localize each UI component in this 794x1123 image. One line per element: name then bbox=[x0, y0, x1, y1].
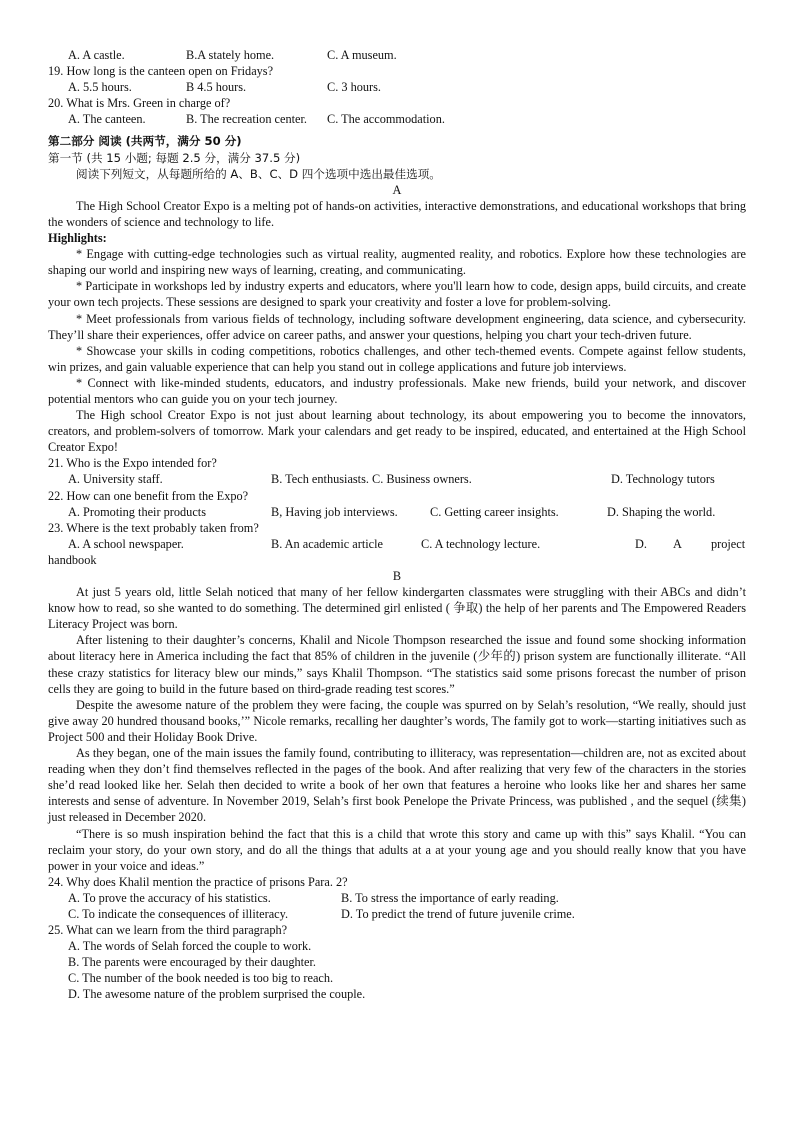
q22-options bbox=[48, 504, 746, 520]
q19-option-c: C. 3 hours. bbox=[327, 80, 381, 95]
q23-options bbox=[48, 536, 746, 552]
highlight-item: * Engage with cutting-edge technologies such as virtual reality, augmented reality, and robotics. Explore how these technologies are shaping our world and inspiring new ways of learning, creating, and communicating. bbox=[48, 247, 746, 278]
passage-b-paragraph: As they began, one of the main issues the family found, contributing to illiteracy, was representation—children are, not as excited about reading when they don’t find themselves reflected in the pages of the book. And after realizing that very few of the characters in the stories she’d read looked like her. Selah then decided to write a book of her own that features a heroine who looks like her and shares her same interests and sense of adventure. In November 2019, Selah’s first book Penelope the Private Princess, was published , and the sequel (续集) just released in December 2020. bbox=[48, 746, 746, 825]
passage-a-closing: The High school Creator Expo is not just about learning about technology, its about empowering you to become the innovators, creators, and problem-solvers of tomorrow. Mark your calendars and get ready to be inspired, educated, and entertained at the High School Creator Expo! bbox=[48, 408, 746, 455]
q23-option-d-word2: project bbox=[711, 536, 746, 551]
q23-option-a: A. A school newspaper. bbox=[68, 536, 184, 551]
q19-option-a: A. 5.5 hours. bbox=[68, 80, 132, 95]
q23-option-d-word1: A bbox=[673, 536, 682, 551]
q20-option-c: C. The accommodation. bbox=[327, 112, 445, 127]
passage-b-paragraph: At just 5 years old, little Selah noticed that many of her fellow kindergarten classmates were struggling with their ABCs and didn’t know how to read, so she wanted to do something. The determined girl enlisted ( 争取) the help of her parents and The Empowered Readers Literacy Project was born. bbox=[48, 585, 746, 632]
q18-option-c: C. A museum. bbox=[327, 48, 397, 62]
q23-stem: 23. Where is the text probably taken from? bbox=[48, 520, 259, 535]
q22-option-a: A. Promoting their products bbox=[68, 504, 206, 519]
reading-instruction: 阅读下列短文，从每题所给的 A、B、C、D 四个选项中选出最佳选项。 bbox=[76, 166, 441, 181]
q21-stem: 21. Who is the Expo intended for? bbox=[48, 456, 217, 471]
highlight-item: * Participate in workshops led by industry experts and educators, where you'll learn how to code, design apps, build circuits, and create your own tech projects. These sessions are designed to spark your creativity and foster a love for problem-solving. bbox=[48, 279, 746, 310]
passage-b-letter: B bbox=[392, 569, 402, 583]
q19-options bbox=[48, 79, 746, 95]
q20-option-b: B. The recreation center. bbox=[186, 112, 307, 127]
q18-option-b: B.A stately home. bbox=[186, 48, 275, 62]
q21-options bbox=[48, 471, 746, 487]
q23-option-c: C. A technology lecture. bbox=[421, 536, 541, 551]
q24-option-c: C. To indicate the consequences of illiteracy. bbox=[68, 906, 289, 921]
passage-a-intro: The High School Creator Expo is a melting pot of hands-on activities, interactive demonstrations, and educational workshops that bring the wonders of science and technology to life. bbox=[48, 198, 746, 229]
q25-option-c: C. The number of the book needed is too big to reach. bbox=[68, 971, 334, 986]
q18-option-a: A. A castle. bbox=[68, 48, 125, 62]
highlights-label: Highlights: bbox=[48, 231, 107, 246]
q24-options-row2 bbox=[48, 906, 746, 922]
q22-option-d: D. Shaping the world. bbox=[607, 504, 716, 519]
highlight-item: * Meet professionals from various fields of technology, including software development engineering, data science, and cybersecurity. They’ll share their experiences, offer advice on career paths, and answer your questions, helping you chart your tech-driven future. bbox=[48, 311, 746, 342]
q21-option-d: D. Technology tutors bbox=[611, 472, 715, 487]
q24-option-a: A. To prove the accuracy of his statistics. bbox=[68, 890, 271, 905]
passage-b-paragraph: After listening to their daughter’s concerns, Khalil and Nicole Thompson researched the issue and found some shocking information about literacy here in America including the fact that 85% of children in the juvenile (少年的) prison system are functionally illiterate. “All these crazy statistics for literacy blew our minds,” says Khalil Thompson. “The statistics said some prisons forecast the number of prison cells they are going to build in the future based on third-grade reading test scores.” bbox=[48, 633, 746, 696]
section1-title: 第一节 (共 15 小题; 每题 2.5 分，满分 37.5 分) bbox=[48, 150, 301, 165]
q23-option-d-label: D. bbox=[635, 536, 647, 551]
part2-title: 第二部分 阅读 (共两节，满分 50 分) bbox=[48, 134, 242, 149]
q25-option-b: B. The parents were encouraged by their daughter. bbox=[68, 955, 317, 970]
q24-options-row1 bbox=[48, 890, 746, 906]
passage-b-paragraph: Despite the awesome nature of the problem they were facing, the couple was spurred on by Selah’s resolution, “We really, should just give away 20 hundred thousand books,’” Nicole remarks, recalling her daughter’s words, The family got to work—starting initiatives such as Project 500 and their Holiday Book Drive. bbox=[48, 697, 746, 744]
q20-stem: 20. What is Mrs. Green in charge of? bbox=[48, 96, 231, 111]
q22-option-b: B, Having job interviews. bbox=[271, 504, 398, 519]
highlight-item: * Connect with like-minded students, educators, and industry professionals. Make new friends, build your network, and discover potential mentors who can guide you on your tech journey. bbox=[48, 375, 746, 406]
q23-option-d-wrap: handbook bbox=[48, 552, 97, 567]
q25-stem: 25. What can we learn from the third paragraph? bbox=[48, 923, 288, 938]
q19-option-b: B 4.5 hours. bbox=[186, 80, 247, 95]
q25-options bbox=[48, 938, 746, 1002]
highlight-item: * Showcase your skills in coding competitions, robotics challenges, and other tech-themed events. Compete against fellow students, win prizes, and gain valuable experience that can help you stand out in college applications and future job interviews. bbox=[48, 343, 746, 374]
q20-option-a: A. The canteen. bbox=[68, 112, 146, 127]
exam-page bbox=[48, 47, 746, 1003]
q20-options bbox=[48, 111, 746, 127]
q19-stem: 19. How long is the canteen open on Fridays? bbox=[48, 64, 274, 79]
q18-options bbox=[48, 47, 746, 63]
q22-option-c: C. Getting career insights. bbox=[430, 504, 559, 519]
q23-option-b: B. An academic article bbox=[271, 536, 383, 551]
passage-a-letter: A bbox=[392, 182, 402, 197]
q21-option-a: A. University staff. bbox=[68, 472, 163, 487]
q22-stem: 22. How can one benefit from the Expo? bbox=[48, 488, 249, 503]
q24-stem: 24. Why does Khalil mention the practice of prisons Para. 2? bbox=[48, 874, 348, 889]
q25-option-d: D. The awesome nature of the problem surprised the couple. bbox=[68, 987, 366, 1002]
q24-option-b: B. To stress the importance of early reading. bbox=[341, 890, 559, 905]
q21-option-bc: B. Tech enthusiasts. C. Business owners. bbox=[271, 472, 472, 487]
passage-b-paragraph: “There is so mush inspiration behind the fact that this is a child that wrote this story and came up with this” says Khalil. “You can reclaim your story, do your own story, and do all the things that adults at a at your young age and you should really know that you have power in your voice and ideas.” bbox=[48, 826, 746, 873]
q25-option-a: A. The words of Selah forced the couple to work. bbox=[68, 939, 312, 954]
q24-option-d: D. To predict the trend of future juvenile crime. bbox=[341, 906, 575, 921]
